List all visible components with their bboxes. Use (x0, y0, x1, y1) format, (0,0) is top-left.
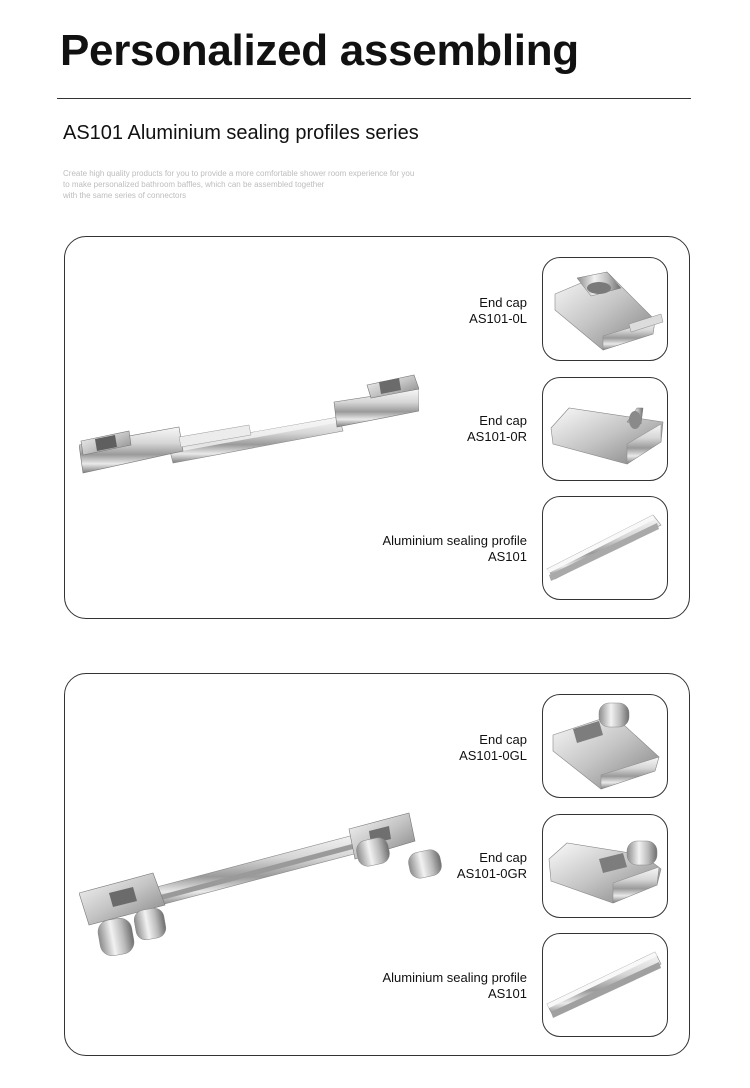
description-line: with the same series of connectors (63, 191, 187, 200)
glass-end-cap-right-image (543, 815, 667, 917)
part-name: End cap (479, 850, 527, 865)
part-name: End cap (479, 413, 527, 428)
part-image-box (542, 814, 668, 918)
glass-clamp-connector-assembly-image (79, 809, 449, 969)
part-code: AS101-0L (469, 311, 527, 326)
part-label (457, 850, 527, 882)
part-label (467, 413, 527, 445)
part-name: Aluminium sealing profile (382, 970, 527, 985)
description-line: Create high quality products for you to provide a more comfortable shower room experience for you (63, 169, 415, 178)
part-label (382, 533, 527, 565)
product-panel-glass-clamp (64, 673, 690, 1056)
aluminium-profile-image (543, 497, 667, 599)
part-image-box (542, 694, 668, 798)
part-code: AS101-0GL (459, 748, 527, 763)
part-code: AS101 (487, 549, 527, 564)
part-label (459, 732, 527, 764)
glass-end-cap-left-image (543, 695, 667, 797)
part-image-box (542, 377, 668, 481)
part-image-box (542, 257, 668, 361)
part-name: Aluminium sealing profile (382, 533, 527, 548)
part-image-box (542, 933, 668, 1037)
series-description (63, 168, 483, 201)
part-label (469, 295, 527, 327)
part-name: End cap (479, 732, 527, 747)
page-title: Personalized assembling (60, 26, 579, 75)
part-label (382, 970, 527, 1002)
part-code: AS101 (487, 986, 527, 1001)
part-image-box (542, 496, 668, 600)
part-name: End cap (479, 295, 527, 310)
aluminium-profile-image (543, 934, 667, 1036)
product-panel-straight (64, 236, 690, 619)
end-cap-left-image (543, 258, 667, 360)
part-code: AS101-0R (467, 429, 527, 444)
end-cap-right-image (543, 378, 667, 480)
part-code: AS101-0GR (456, 866, 527, 881)
series-subtitle: AS101 Aluminium sealing profiles series (63, 122, 419, 144)
description-line: to make personalized bathroom baffles, which can be assembled together (63, 180, 325, 189)
straight-connector-assembly-image (79, 367, 419, 492)
title-divider (57, 98, 691, 99)
